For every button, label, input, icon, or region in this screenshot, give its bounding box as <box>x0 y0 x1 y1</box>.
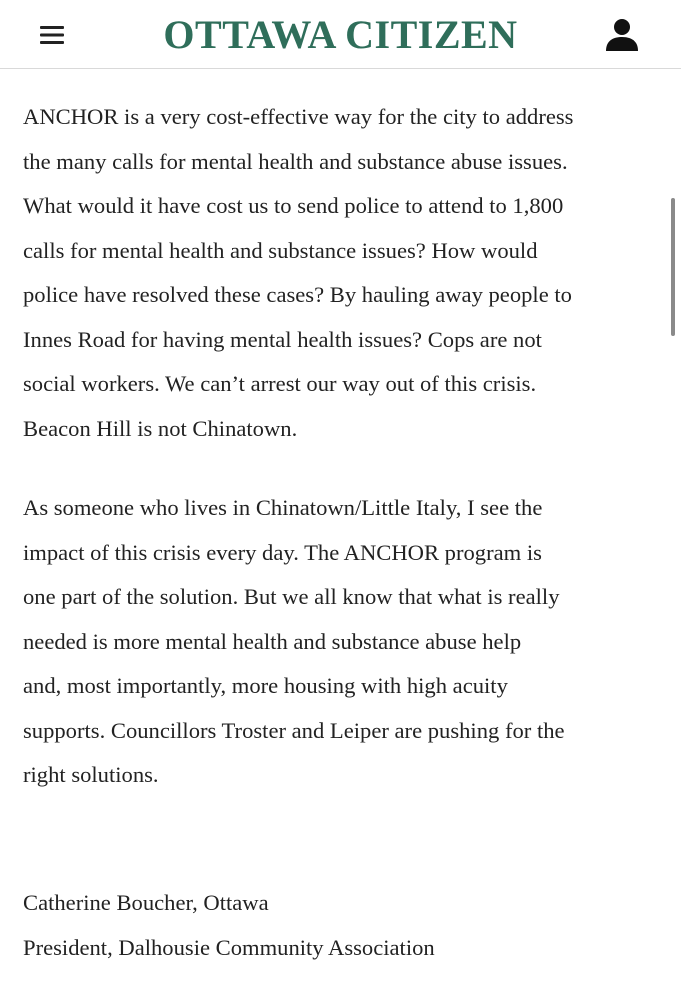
menu-button[interactable] <box>30 18 74 52</box>
article-line: ANCHOR is a very cost-effective way for the city to address <box>23 104 574 129</box>
article-line: right solutions. <box>23 762 159 787</box>
article-line: Innes Road for having mental health issues? Cops are not <box>23 326 542 352</box>
article-line: and, most importantly, more housing with high acuity <box>23 673 508 698</box>
article-paragraph <box>23 95 663 451</box>
user-account-icon[interactable] <box>598 16 646 54</box>
article-line: one part of the solution. But we all know that what is really <box>23 584 560 609</box>
letter-signature <box>23 881 663 970</box>
page-scrollbar[interactable] <box>671 198 675 336</box>
article-line: calls for mental health and substance issues? How would <box>23 237 538 263</box>
article-line: needed is more mental health and substance abuse help <box>23 628 522 654</box>
signature-name: Catherine Boucher, Ottawa <box>23 890 269 915</box>
account-button[interactable] <box>598 16 646 54</box>
article-line: supports. Councillors Troster and Leiper are pushing for the <box>23 717 565 743</box>
hamburger-menu-icon[interactable] <box>30 18 74 52</box>
article-line: police have resolved these cases? By hauling away people to <box>23 282 572 307</box>
article-line: As someone who lives in Chinatown/Little Italy, I see the <box>23 495 543 520</box>
article-line: the many calls for mental health and substance abuse issues. <box>23 148 568 174</box>
top-bar <box>0 0 681 69</box>
article-paragraph <box>23 486 663 798</box>
article-line: social workers. We can’t arrest our way out of this crisis. <box>23 371 537 396</box>
article-line: Beacon Hill is not Chinatown. <box>23 415 298 441</box>
site-logo[interactable]: OTTAWA CITIZEN <box>163 12 518 57</box>
article-line: What would it have cost us to send police to attend to 1,800 <box>23 193 564 218</box>
signature-title: President, Dalhousie Community Association <box>23 934 435 960</box>
article-line: impact of this crisis every day. The ANCHOR program is <box>23 539 542 565</box>
